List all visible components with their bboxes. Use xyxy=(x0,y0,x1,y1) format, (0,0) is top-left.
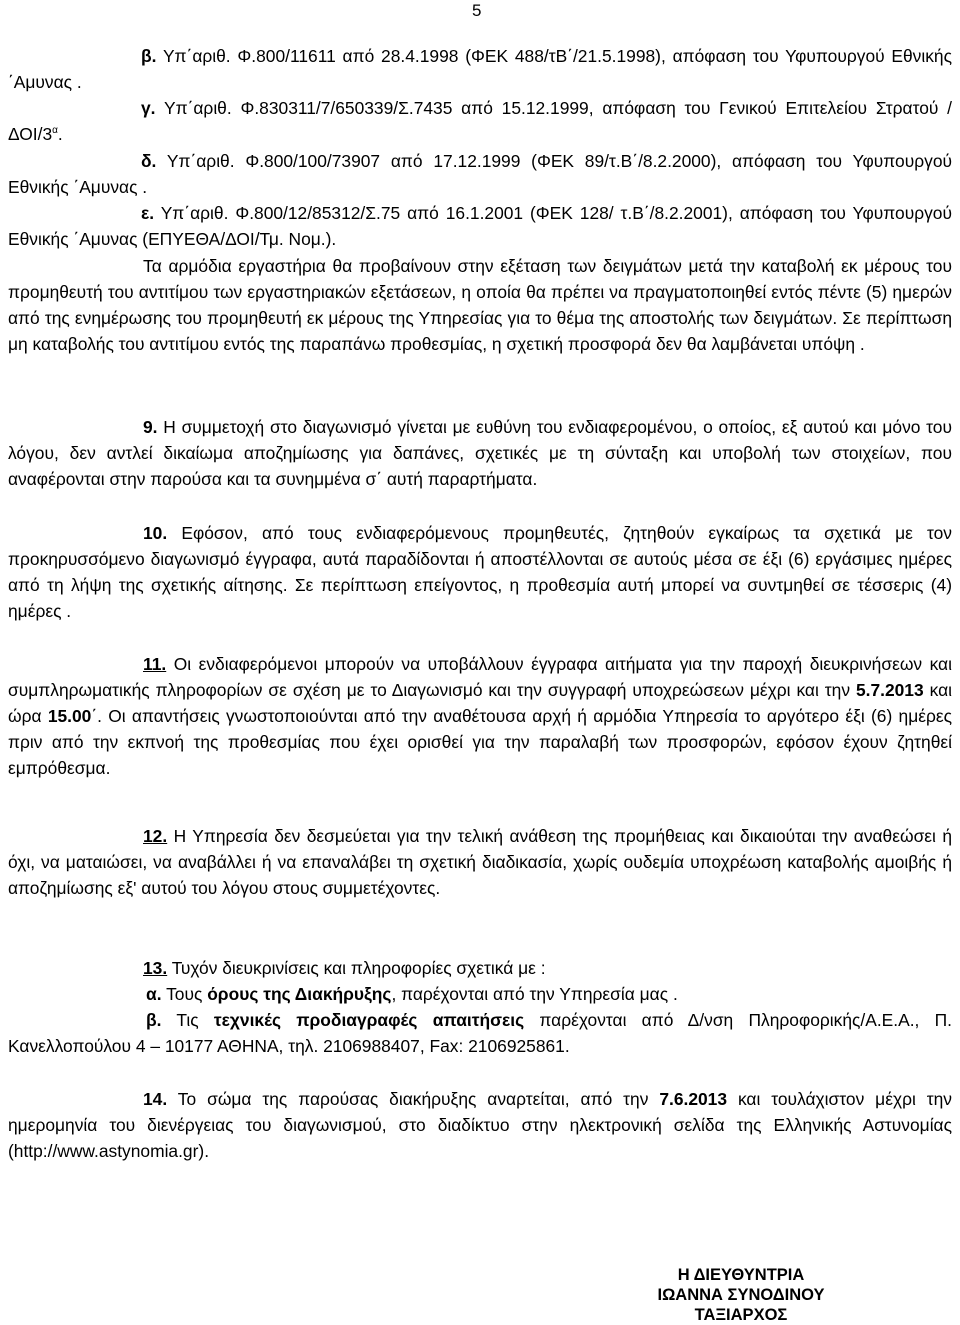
paragraph-text: Τα αρμόδια εργαστήρια θα προβαίνουν στην εξέταση των δειγμάτων μετά την καταβολή εκ μέρους του προμηθευτή του αντιτίμου των εργαστηριακών εξετάσεων, η οποία θα πρέπει να πραγματοποιηθεί εντός πέντε (5) ημερών από της ενημέρωσης του προμηθευτή εκ μέρους της Υπηρεσίας για το θέμα της αποστολής των δειγμάτων. xyxy=(8,256,952,328)
reference-text: Υπ΄αριθ. Φ.800/11611 από 28.4.1998 (ΦΕΚ 488/τΒ΄/21.5.1998), απόφαση του Υφυπουργού Εθνικής ΄Αμυνας . xyxy=(8,46,952,92)
item-bold-text: τεχνικές προδιαγραφές απαιτήσεις xyxy=(213,1010,525,1030)
signature-title: Η ΔΙΕΥΘΥΝΤΡΙΑ xyxy=(677,1266,805,1284)
item-letter: α. xyxy=(146,984,162,1004)
paragraph-text: Οι ενδιαφερόμενοι μπορούν να υποβάλλουν έγγραφα αιτήματα για την παροχή διευκρινήσεων και συμπληρωματικής πληροφορίων σε σχέση με το Διαγωνισμό και την συγγραφή υποχρεώσεων μέχρι και την xyxy=(8,654,952,700)
item-bold-text: όρους της Διακήρυξης xyxy=(207,984,392,1004)
deadline-time: 15.00 xyxy=(47,706,92,726)
paragraph-number: 13. xyxy=(143,958,168,978)
signature-block xyxy=(636,1265,846,1325)
paragraph-11 xyxy=(8,651,952,781)
paragraph-12 xyxy=(8,823,952,901)
paragraph-13 xyxy=(8,955,952,981)
superscript: α xyxy=(52,125,58,137)
item-text: Τους xyxy=(166,984,203,1004)
paragraph-13-item-b xyxy=(8,1007,952,1059)
paragraph-text: Το σώμα της παρούσας διακήρυξης αναρτείται, από την xyxy=(177,1089,649,1109)
paragraph-text: Τυχόν διευκρινίσεις και πληροφορίες σχετικά με : xyxy=(171,958,546,978)
reference-item-e xyxy=(8,200,952,252)
reference-letter: β. xyxy=(141,46,157,66)
paragraph-laboratories xyxy=(8,253,952,357)
paragraph-text: Σε περίπτωση επείγοντος, η προθεσμία αυτή μπορεί να συντμηθεί σε τέσσερις (4) ημέρες . xyxy=(8,575,952,621)
paragraph-number: 9. xyxy=(143,417,158,437)
item-text: , παρέχονται από την Υπηρεσία μας . xyxy=(391,984,678,1004)
item-letter: β. xyxy=(146,1010,162,1030)
reference-letter: ε. xyxy=(141,203,155,223)
paragraph-13-item-a xyxy=(8,981,952,1007)
paragraph-9 xyxy=(8,414,952,492)
paragraph-text: Εφόσον, από τους ενδιαφερόμενους προμηθευτές, ζητηθούν εγκαίρως τα σχετικά με τον προκηρυσσόμενο διαγωνισμό έγγραφα, αυτά παραδίδονται ή αποστέλλονται σε αυτούς μέσα σε έξι (6) εργάσιμες ημέρες από τη λήψη της σχετικής αίτησης. xyxy=(8,523,953,595)
reference-text: Υπ΄αριθ. Φ.800/12/85312/Σ.75 από 16.1.2001 (ΦΕΚ 128/ τ.Β΄/8.2.2001), απόφαση του Υφυπουργού Εθνικής ΄Αμυνας (ΕΠΥΕΘΑ/ΔΟΙ/Τμ. Νομ.). xyxy=(8,203,952,249)
paragraph-text: Σε περίπτωση μη καταβολής του αντιτίμου εντός της παραπάνω προθεσμίας, η σχετική προσφορά δεν θα λαμβάνεται υπόψη . xyxy=(8,308,952,354)
paragraph-10 xyxy=(8,520,952,624)
reference-text-end: . xyxy=(57,124,63,144)
paragraph-number: 14. xyxy=(143,1089,168,1109)
page-number: 5 xyxy=(472,1,482,20)
reference-item-d xyxy=(8,148,952,200)
paragraph-number: 11. xyxy=(143,654,167,674)
paragraph-text: ΄. Οι απαντήσεις γνωστοποιούνται από την αναθέτουσα αρχή ή αρμόδια Υπηρεσία το αργότερο έξι (6) ημέρες πριν από την εκπνοή της προθεσμίας που έχει ορισθεί για την παραλαβή των προσφορών, εφόσον έχουν ζητηθεί εμπρόθεσμα. xyxy=(8,706,953,778)
item-text: παρέχονται από Δ/νση Πληροφορικής/Α.Ε.Α., Π. Κανελλοπούλου 4 – 10177 ΑΘΗΝΑ, τηλ. 2106988407, Fax: 2106925861. xyxy=(8,1010,952,1056)
paragraph-text: Η Υπηρεσία δεν δεσμεύεται για την τελική ανάθεση της προμήθειας και δικαιούται την αναθεώσει ή όχι, να ματαιώσει, να αναβάλλει ή να επαναλάβει τη σχετική διαδικασία, χωρίς ουδεμία υποχρέωση καταβολής αμοιβής ή αποζημίωσης εξ' αυτού του λόγου στους συμμετέχοντες. xyxy=(8,826,952,898)
paragraph-number: 12. xyxy=(143,826,168,846)
deadline-date: 5.7.2013 xyxy=(855,680,924,700)
reference-text: Υπ΄αριθ. Φ.800/100/73907 από 17.12.1999 (ΦΕΚ 89/τ.Β΄/8.2.2000), απόφαση του Υφυπουργού Εθνικής ΄Αμυνας . xyxy=(8,151,952,197)
reference-letter: δ. xyxy=(141,151,157,171)
reference-item-b xyxy=(8,43,952,95)
paragraph-text: και τουλάχιστον μέχρι την ημερομηνία του διενέργειας του διαγωνισμού, στο διαδίκτυο στην ηλεκτρονική σελίδα της Ελληνικής Αστυνομίας (http://www.astynomia.gr). xyxy=(8,1089,952,1161)
paragraph-text: και ώρα xyxy=(8,680,952,726)
signature-rank: ΤΑΞΙΑΡΧΟΣ xyxy=(694,1306,788,1324)
paragraph-14 xyxy=(8,1086,952,1164)
paragraph-number: 10. xyxy=(143,523,168,543)
signature-name: ΙΩΑΝΝΑ ΣΥΝΟΔΙΝΟΥ xyxy=(657,1286,825,1304)
reference-text: Υπ΄αριθ. Φ.830311/7/650339/Σ.7435 από 15.12.1999, απόφαση του Γενικού Επιτελείου Στρατού /ΔΟΙ/3 xyxy=(8,98,952,144)
posting-date: 7.6.2013 xyxy=(659,1089,728,1109)
reference-item-c xyxy=(8,95,952,147)
paragraph-text: Η συμμετοχή στο διαγωνισμό γίνεται με ευθύνη του ενδιαφερομένου, ο οποίος, εξ αυτού και μόνο του λόγου, δεν αντλεί δικαίωμα αποζημίωσης για δαπάνες, σχετικές με τη σύνταξη και υποβολή των στοιχείων, που αναφέρονται στην παρούσα και τα συνημμένα σ΄ αυτή παραρτήματα. xyxy=(8,417,952,489)
item-text: Τις xyxy=(176,1010,199,1030)
reference-letter: γ. xyxy=(141,98,156,118)
